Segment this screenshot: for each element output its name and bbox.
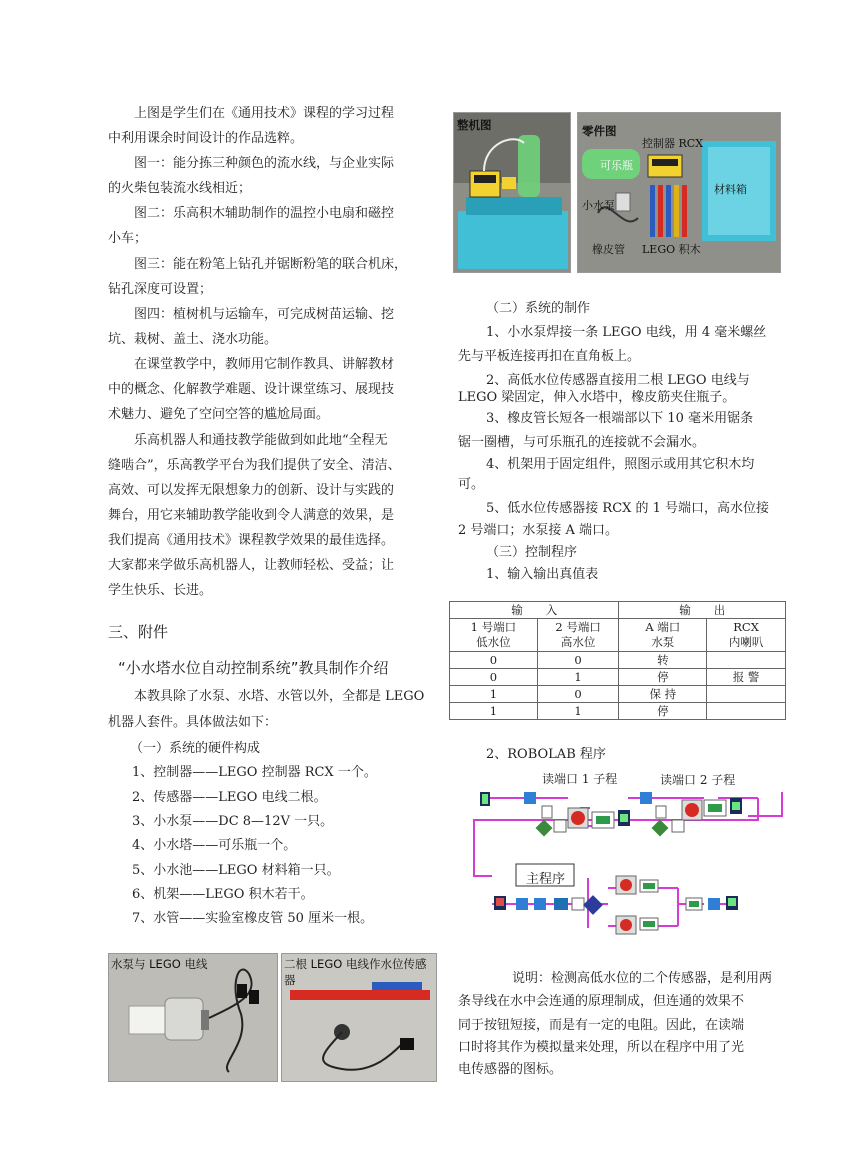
body-text-line: 图二：乐高积木辅助制作的温控小电扇和磁控 [108,206,395,221]
photo-caption: 水泵与 LEGO 电线 [111,957,208,971]
assembled-image [454,113,570,272]
robolab-diagram [468,786,786,944]
body-text-line: 中的概念、化解教学难题、设计课堂练习、展现技 [108,382,395,397]
table-title: 1、输入输出真值表 [486,567,599,582]
body-text-line: 在课堂教学中，教师用它制作教具、讲解教材 [108,357,395,372]
part-label: 控制器 RCX [642,137,704,150]
truth-table [449,601,786,720]
table-cell: 0 [537,652,619,669]
assembled-photo [453,112,571,273]
body-text-line: 的火柴包装流水线相近； [108,181,252,196]
body-text-line: 舞台，用它来辅助教学能收到令人满意的效果，是 [108,508,395,523]
parts-photo [577,112,781,273]
sensor-photo [281,953,437,1082]
subprogram-2-label: 读端口 2 子程 [660,773,736,787]
hardware-title: （一）系统的硬件构成 [130,741,261,756]
main-program-label: 主程序 [526,872,566,887]
body-text-line: LEGO 梁固定，伸入水塔中，橡皮筋夹住瓶子。 [458,390,736,405]
body-text-line: 条导线在水中会连通的原理制成，但连通的效果不 [458,994,745,1009]
hardware-item: 3、小水泵——DC 8—12V 一只。 [132,814,334,829]
photo-caption: 二根 LEGO 电线作水位传感器 [284,957,427,987]
hardware-item: 1、控制器——LEGO 控制器 RCX 一个。 [132,765,377,780]
table-row [450,652,786,669]
control-title: （三）控制程序 [486,545,578,560]
pump-image [109,954,277,1081]
table-header-cell: 1 号端口 低水位 [450,619,538,652]
body-text-line: 4、机架用于固定组件，照图示或用其它积木均 [486,457,755,472]
section-title: 三、附件 [108,623,169,641]
make-title: （二）系统的制作 [486,301,591,316]
part-label: 小水泵 [582,199,615,212]
photo-caption: 零件图 [582,124,617,138]
body-text-line: 5、低水位传感器接 RCX 的 1 号端口，高水位接 [486,501,770,516]
body-text-line: 高效、可以发挥无限想象力的创新、设计与实践的 [108,483,395,498]
table-group-header: 输 入 [450,602,619,619]
subprogram-1-label: 读端口 1 子程 [542,772,618,786]
body-text-line: 图一：能分拣三种颜色的流水线，与企业实际 [108,156,395,171]
table-row [450,703,786,720]
table-cell: 停 [619,669,707,686]
table-group-header: 输 出 [619,602,786,619]
table-row [450,669,786,686]
body-text-line: 2、高低水位传感器直接用二根 LEGO 电线与 [486,373,750,388]
table-header-cell: RCX 内喇叭 [707,619,786,652]
body-text-line: 上图是学生们在《通用技术》课程的学习过程 [108,106,395,121]
photo-caption: 整机图 [457,118,492,132]
body-text-line: 本教具除了水泵、水塔、水管以外，全都是 LEGO [108,689,425,704]
table-cell: 1 [537,703,619,720]
part-label: 可乐瓶 [600,159,633,172]
table-header-cell: 2 号端口 高水位 [537,619,619,652]
body-text-line: 学生快乐、长进。 [108,583,213,598]
body-text-line: 说明：检测高低水位的二个传感器，是利用两 [486,971,773,986]
hardware-item: 5、小水池——LEGO 材料箱一只。 [132,863,340,878]
table-cell [707,652,786,669]
program-title: 2、ROBOLAB 程序 [486,747,606,762]
body-text-line: 1、小水泵焊接一条 LEGO 电线，用 4 毫米螺丝 [486,325,767,340]
hardware-item: 4、小水塔——可乐瓶一个。 [132,838,297,853]
body-text-line: 大家都来学做乐高机器人，让教师轻松、受益；让 [108,558,395,573]
body-text-line: 我们提高《通用技术》课程教学效果的最佳选择。 [108,533,395,548]
table-cell [707,686,786,703]
body-text-line: 坑、栽树、盖土、浇水功能。 [108,332,278,347]
body-text-line: 中利用课余时间设计的作品选粹。 [108,131,304,146]
body-text-line: 锯一圈槽，与可乐瓶孔的连接就不会漏水。 [458,435,706,450]
table-cell: 转 [619,652,707,669]
body-text-line: 3、橡皮管长短各一根端部以下 10 毫米用锯条 [486,411,754,426]
body-text-line: 小车； [108,231,148,246]
table-row [450,686,786,703]
hardware-item: 2、传感器——LEGO 电线二根。 [132,790,327,805]
body-text-line: 机器人套件。具体做法如下： [108,715,278,730]
body-text-line: 缝啮合”，乐高教学平台为我们提供了安全、清洁、 [108,458,401,473]
hardware-item: 6、机架——LEGO 积木若干。 [132,887,314,902]
body-text-line: 可。 [458,477,485,492]
table-cell: 0 [537,686,619,703]
body-text-line: 同于按钮短接，而是有一定的电阻。因此，在读端 [458,1018,745,1033]
table-cell: 报 警 [707,669,786,686]
body-text-line: 口时将其作为模拟量来处理，所以在程序中用了光 [458,1040,745,1055]
table-cell: 1 [537,669,619,686]
part-label: 橡皮管 [592,243,625,256]
body-text-line: 先与平板连接再扣在直角板上。 [458,349,641,364]
table-cell: 停 [619,703,707,720]
body-text-line: 图三：能在粉笔上钻孔并锯断粉笔的联合机床， [108,257,408,272]
table-cell: 0 [450,669,538,686]
body-text-line: 术魅力、避免了空问空答的尴尬局面。 [108,407,330,422]
sub-title: “小水塔水位自动控制系统”教具制作介绍 [118,659,389,677]
body-text-line: 电传感器的图标。 [458,1062,563,1077]
table-header-cell: A 端口 水泵 [619,619,707,652]
hardware-item: 7、水管——实验室橡皮管 50 厘米一根。 [132,911,374,926]
part-label: 材料箱 [714,183,747,196]
table-cell: 1 [450,703,538,720]
part-label: LEGO 积木 [642,243,701,256]
table-cell: 保 持 [619,686,707,703]
table-cell: 0 [450,652,538,669]
body-text-line: 图四：植树机与运输车，可完成树苗运输、挖 [108,307,395,322]
body-text-line: 2 号端口；水泵接 A 端口。 [458,523,619,538]
table-cell [707,703,786,720]
body-text-line: 钻孔深度可设置； [108,282,213,297]
pump-photo [108,953,278,1082]
table-cell: 1 [450,686,538,703]
body-text-line: 乐高机器人和通技教学能做到如此地“全程无 [108,433,388,448]
